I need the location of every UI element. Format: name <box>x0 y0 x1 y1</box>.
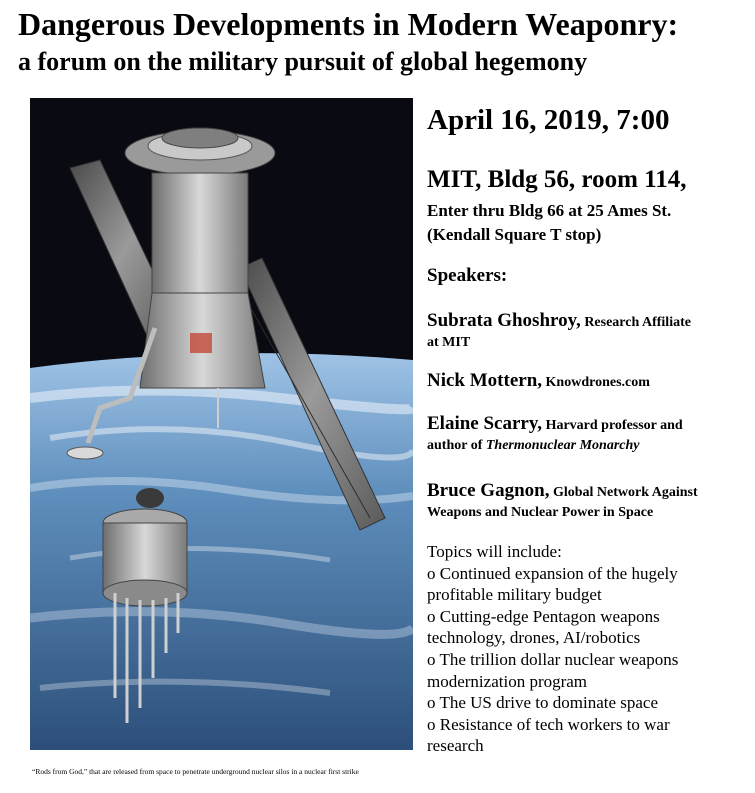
satellite-body <box>152 173 248 293</box>
speaker-entry <box>427 311 752 353</box>
topic-line: modernization program <box>427 671 588 691</box>
satellite-illustration <box>30 98 413 750</box>
poster-title: Dangerous Developments in Modern Weaponry: <box>18 6 679 42</box>
speaker-affiliation: Weapons and Nuclear Power in Space <box>427 505 654 520</box>
speaker-entry <box>427 481 752 523</box>
speaker-entry <box>427 414 752 456</box>
topic-line: o Resistance of tech workers to war <box>427 714 670 734</box>
speaker-affiliation: Global Network Against <box>549 485 698 500</box>
speaker-affiliation: author of <box>427 438 486 453</box>
book-title: Thermonuclear Monarchy <box>485 438 640 453</box>
topics-list <box>427 541 752 757</box>
speaker-name: Subrata Ghoshroy, <box>427 310 581 331</box>
image-caption: “Rods from God,” that are released from space to penetrate underground nuclear silos in a nuclear first strike <box>32 767 359 776</box>
topic-line: research <box>427 736 484 756</box>
poster-subtitle: a forum on the military pursuit of global hegemony <box>18 47 588 76</box>
topic-line: technology, drones, AI/robotics <box>427 628 641 648</box>
speaker-affiliation: Knowdrones.com <box>542 375 650 390</box>
topic-line: o Continued expansion of the hugely <box>427 563 678 583</box>
speaker-name: Elaine Scarry, <box>427 413 543 434</box>
event-venue: MIT, Bldg 56, room 114, <box>427 166 687 193</box>
speaker-entry <box>427 371 752 393</box>
topic-line: o The US drive to dominate space <box>427 693 659 713</box>
speaker-affiliation: Research Affiliate <box>580 315 691 330</box>
event-date: April 16, 2019, 7:00 <box>427 104 670 136</box>
event-directions <box>427 199 752 247</box>
speaker-affiliation: Harvard professor and <box>542 418 683 433</box>
directions-line: Enter thru Bldg 66 at 25 Ames St. <box>427 201 672 220</box>
speaker-name: Bruce Gagnon, <box>427 480 550 501</box>
topic-line: o The trillion dollar nuclear weapons <box>427 649 679 669</box>
directions-line: (Kendall Square T stop) <box>427 225 602 244</box>
topic-line: profitable military budget <box>427 585 602 605</box>
speaker-name: Nick Mottern, <box>427 370 543 391</box>
speakers-heading: Speakers: <box>427 265 508 286</box>
speaker-affiliation: at MIT <box>427 335 471 350</box>
topic-line: o Cutting-edge Pentagon weapons <box>427 606 660 626</box>
topics-heading: Topics will include: <box>427 542 562 561</box>
